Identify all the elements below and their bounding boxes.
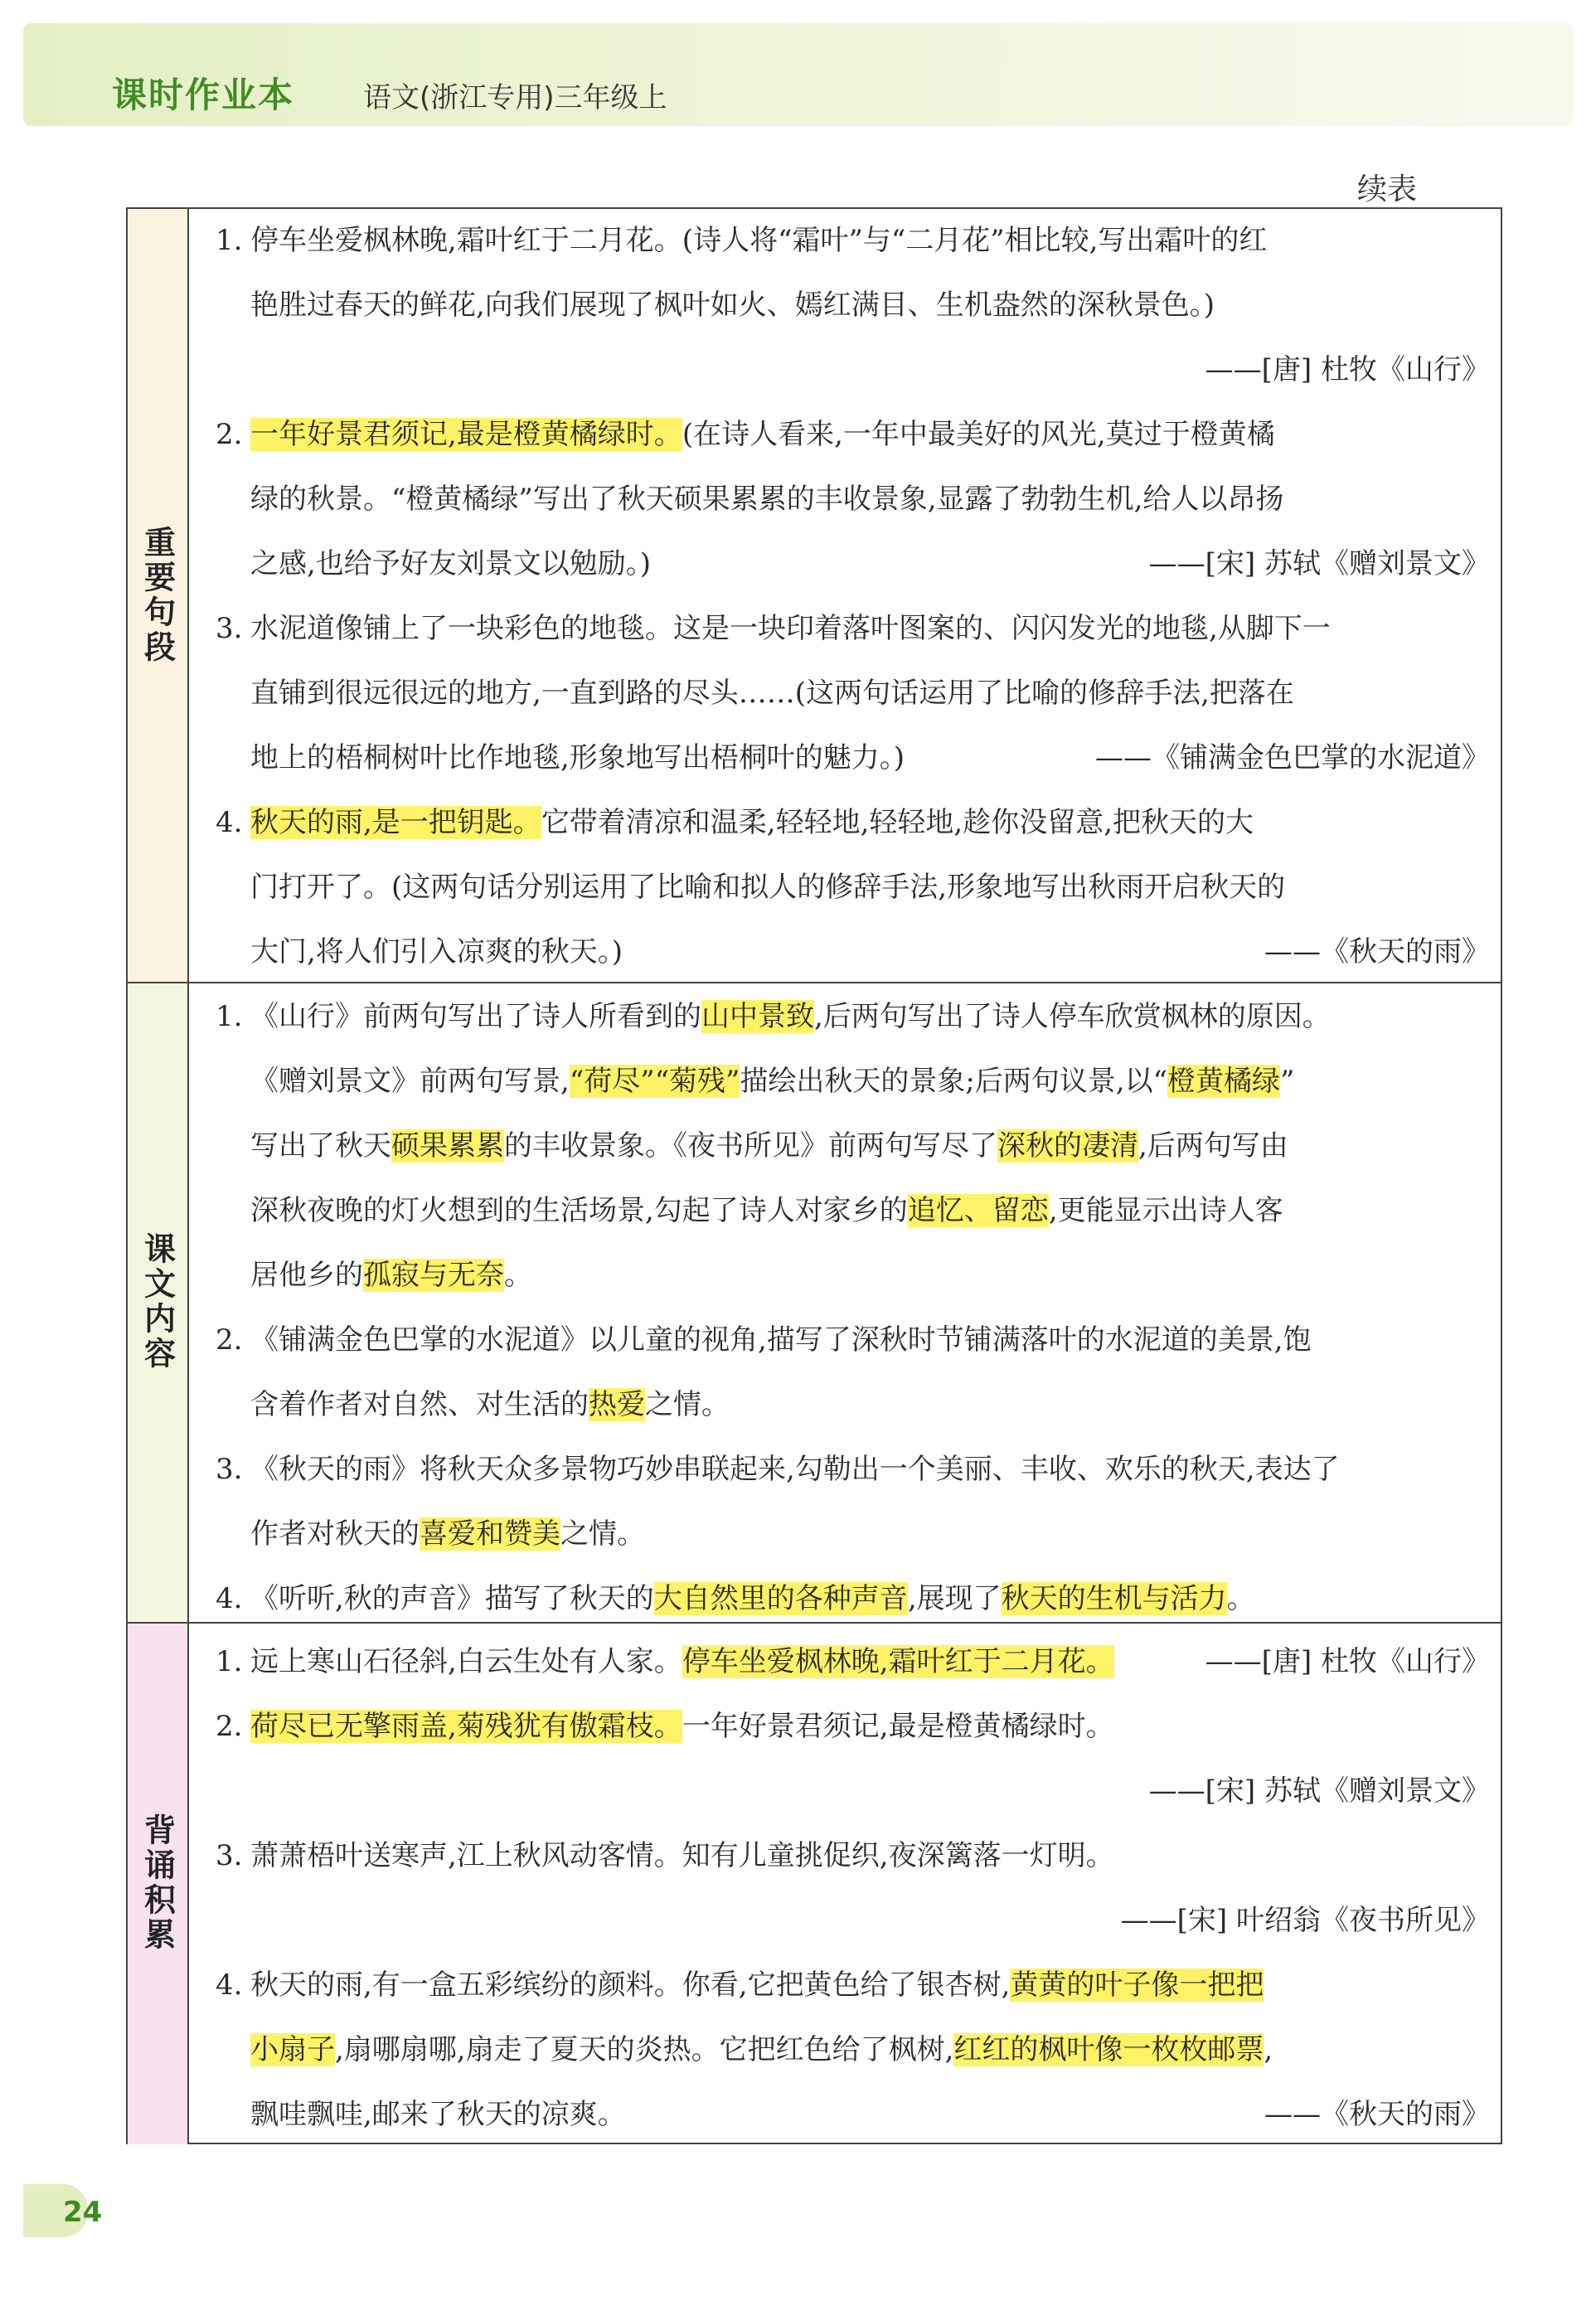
source-citation: ——《铺满金色巴掌的水泥道》 [1095,741,1490,774]
highlight: 秋天的生机与活力 [1001,1582,1227,1615]
page-number: 24 [63,2196,103,2229]
source-citation: ——[宋] 苏轼《赠刘景文》 [1148,547,1490,580]
highlight: 橙黄橘绿 [1167,1065,1280,1098]
text-segment: 深秋夜晚的灯火想到的生活场景,勾起了诗人对家乡的 [250,1194,908,1227]
text-line: 直铺到很远很远的地方,一直到路的尽头……(这两句话运用了比喻的修辞手法,把落在 [250,677,1294,710]
text-line [216,1323,1312,1357]
highlight: 孤寂与无奈 [363,1259,504,1292]
text-segment: ” [1280,1065,1295,1098]
text-line [250,1517,645,1551]
text-segment: 4. [216,1969,243,2002]
text-segment: 4. [216,1582,243,1615]
text-line [250,2033,1273,2066]
text-line [250,1129,1288,1163]
text-segment: 作者对秋天的 [250,1517,420,1551]
highlight: 小扇子 [250,2033,335,2066]
text-line [216,1710,1114,1743]
highlight: 山中景致 [701,1000,814,1033]
text-segment: 《铺满金色巴掌的水泥道》以儿童的视角,描写了深秋时节铺满落叶的水泥道的美景,饱 [250,1323,1312,1357]
text-line [216,1839,1114,1872]
highlight: 黄黄的叶子像一把把 [1010,1969,1264,2002]
text-segment: ,后两句写出了诗人停车欣赏枫林的原因。 [814,1000,1331,1033]
text-line [250,1065,1294,1098]
text-segment: ,展现了 [907,1582,1002,1615]
section-label-key-sentences [128,209,189,982]
text-line [216,418,1275,451]
text-segment: 1. [216,1645,243,1678]
text-segment: 背诵积累 [138,1813,176,1953]
highlight: 一年好景君须记,最是橙黄橘绿时。 [250,418,682,451]
continued-label: 续表 [1357,172,1418,206]
text-line: 绿的秋景。“橙黄橘绿”写出了秋天硕果累累的丰收景象,显露了勃勃生机,给人以昂扬 [250,483,1284,516]
text-line: 地上的梧桐树叶比作地毯,形象地写出梧桐叶的魅力。) [250,741,905,774]
text-segment: 课文内容 [138,1232,176,1371]
text-segment: 远上寒山石径斜,白云生处有人家。 [250,1645,682,1678]
text-segment: 含着作者对自然、对生活的 [250,1388,589,1421]
subject-title: 语文(浙江专用)三年级上 [363,81,667,114]
highlight: “荷尽”“菊残” [569,1065,740,1098]
section-divider [128,982,1501,983]
source-citation: ——[宋] 叶绍翁《夜书所见》 [1120,1904,1490,1937]
page-number-tab [23,2184,103,2237]
text-line [216,1969,1264,2002]
highlight: 喜爱和赞美 [420,1517,560,1551]
source-citation: ——[宋] 苏轼《赠刘景文》 [1148,1774,1490,1808]
text-segment: 飘哇飘哇,邮来了秋天的凉爽。 [250,2098,626,2131]
text-segment: 停车坐爱枫林晚,霜叶红于二月花。(诗人将“霜叶”与“二月花”相比较,写出霜叶的红 [250,224,1268,257]
text-segment: 之情。 [645,1388,730,1421]
text-segment: 《听听,秋的声音》描写了秋天的 [250,1582,654,1615]
text-line: 门打开了。(这两句话分别运用了比喻和拟人的修辞手法,形象地写出秋雨开启秋天的 [250,871,1286,904]
text-segment: ,扇哪扇哪,扇走了夏天的炎热。它把红色给了枫树, [335,2033,954,2066]
text-segment: 1. [216,1000,243,1033]
text-segment: 之情。 [560,1517,645,1551]
text-line: 大门,将人们引入凉爽的秋天。) [250,935,623,969]
text-segment: 它带着清凉和温柔,轻轻地,轻轻地,趁你没留意,把秋天的大 [541,806,1254,839]
text-segment: 3. [216,612,243,645]
text-segment: 1. [216,224,243,257]
source-citation: ——《秋天的雨》 [1264,2098,1490,2131]
text-segment: 《赠刘景文》前两句写景, [250,1065,570,1098]
text-segment: 。 [504,1259,532,1292]
text-line [250,1194,1283,1227]
text-line [216,1645,1114,1678]
text-line: 艳胜过春天的鲜花,向我们展现了枫叶如火、嫣红满目、生机盎然的深秋景色。) [250,289,1215,322]
text-segment: 秋天的雨,有一盒五彩缤纷的颜料。你看,它把黄色给了银杏树, [250,1969,1011,2002]
text-segment: 萧萧梧叶送寒声,江上秋风动客情。知有儿童挑促织,夜深篱落一灯明。 [250,1839,1114,1872]
text-segment: 2. [216,1323,243,1357]
source-citation: ——[唐] 杜牧《山行》 [1205,1645,1490,1678]
text-line [216,1453,1340,1486]
text-segment: 。 [1226,1582,1255,1615]
text-line [250,2098,626,2131]
highlight: 大自然里的各种声音 [653,1582,908,1615]
text-line [216,612,1331,645]
text-line [216,1582,1255,1615]
highlight: 红红的枫叶像一枚枚邮票 [953,2033,1264,2066]
section-label-recitation [128,1622,189,2144]
text-segment: 4. [216,806,243,839]
text-segment: (在诗人看来,一年中最美好的风光,莫过于橙黄橘 [682,418,1275,451]
text-segment: 2. [216,1710,243,1743]
highlight: 荷尽已无擎雨盖,菊残犹有傲霜枝。 [250,1710,682,1743]
text-line [216,224,1267,257]
text-segment: 一年好景君须记,最是橙黄橘绿时。 [682,1710,1114,1743]
highlight: 热爱 [589,1388,645,1421]
highlight: 深秋的凄清 [997,1129,1138,1163]
text-segment: 3. [216,1839,243,1872]
text-line [216,806,1254,839]
text-line [250,1259,532,1292]
text-segment: 的丰收景象。《夜书所见》前两句写尽了 [504,1129,997,1163]
text-segment: ,更能显示出诗人客 [1048,1194,1283,1227]
source-citation: ——[唐] 杜牧《山行》 [1205,353,1490,386]
highlight: 停车坐爱枫林晚,霜叶红于二月花。 [682,1645,1114,1678]
text-segment: 2. [216,418,243,451]
text-segment: 《山行》前两句写出了诗人所看到的 [250,1000,701,1033]
source-citation: ——《秋天的雨》 [1264,935,1490,969]
text-segment: 居他乡的 [250,1259,363,1292]
text-segment: 重要句段 [138,526,176,665]
text-segment: 3. [216,1453,243,1486]
text-line: 之感,也给予好友刘景文以勉励。) [250,547,652,580]
text-segment: 《秋天的雨》将秋天众多景物巧妙串联起来,勾勒出一个美丽、丰收、欢乐的秋天,表达了 [250,1453,1340,1486]
text-segment: , [1264,2033,1273,2066]
brand-title: 课时作业本 [112,75,295,115]
text-segment: 描绘出秋天的景象;后两句议景,以“ [740,1065,1167,1098]
text-segment: 写出了秋天 [250,1129,391,1163]
text-segment: 水泥道像铺上了一块彩色的地毯。这是一块印着落叶图案的、闪闪发光的地毯,从脚下一 [250,612,1331,645]
highlight: 硕果累累 [391,1129,504,1163]
section-label-text-content [128,982,189,1622]
text-segment: ,后两句写由 [1138,1129,1288,1163]
text-line [250,1388,730,1421]
highlight: 追忆、留恋 [907,1194,1049,1227]
text-line [216,1000,1331,1033]
section-divider [128,1622,1501,1624]
highlight: 秋天的雨,是一把钥匙。 [250,806,541,839]
